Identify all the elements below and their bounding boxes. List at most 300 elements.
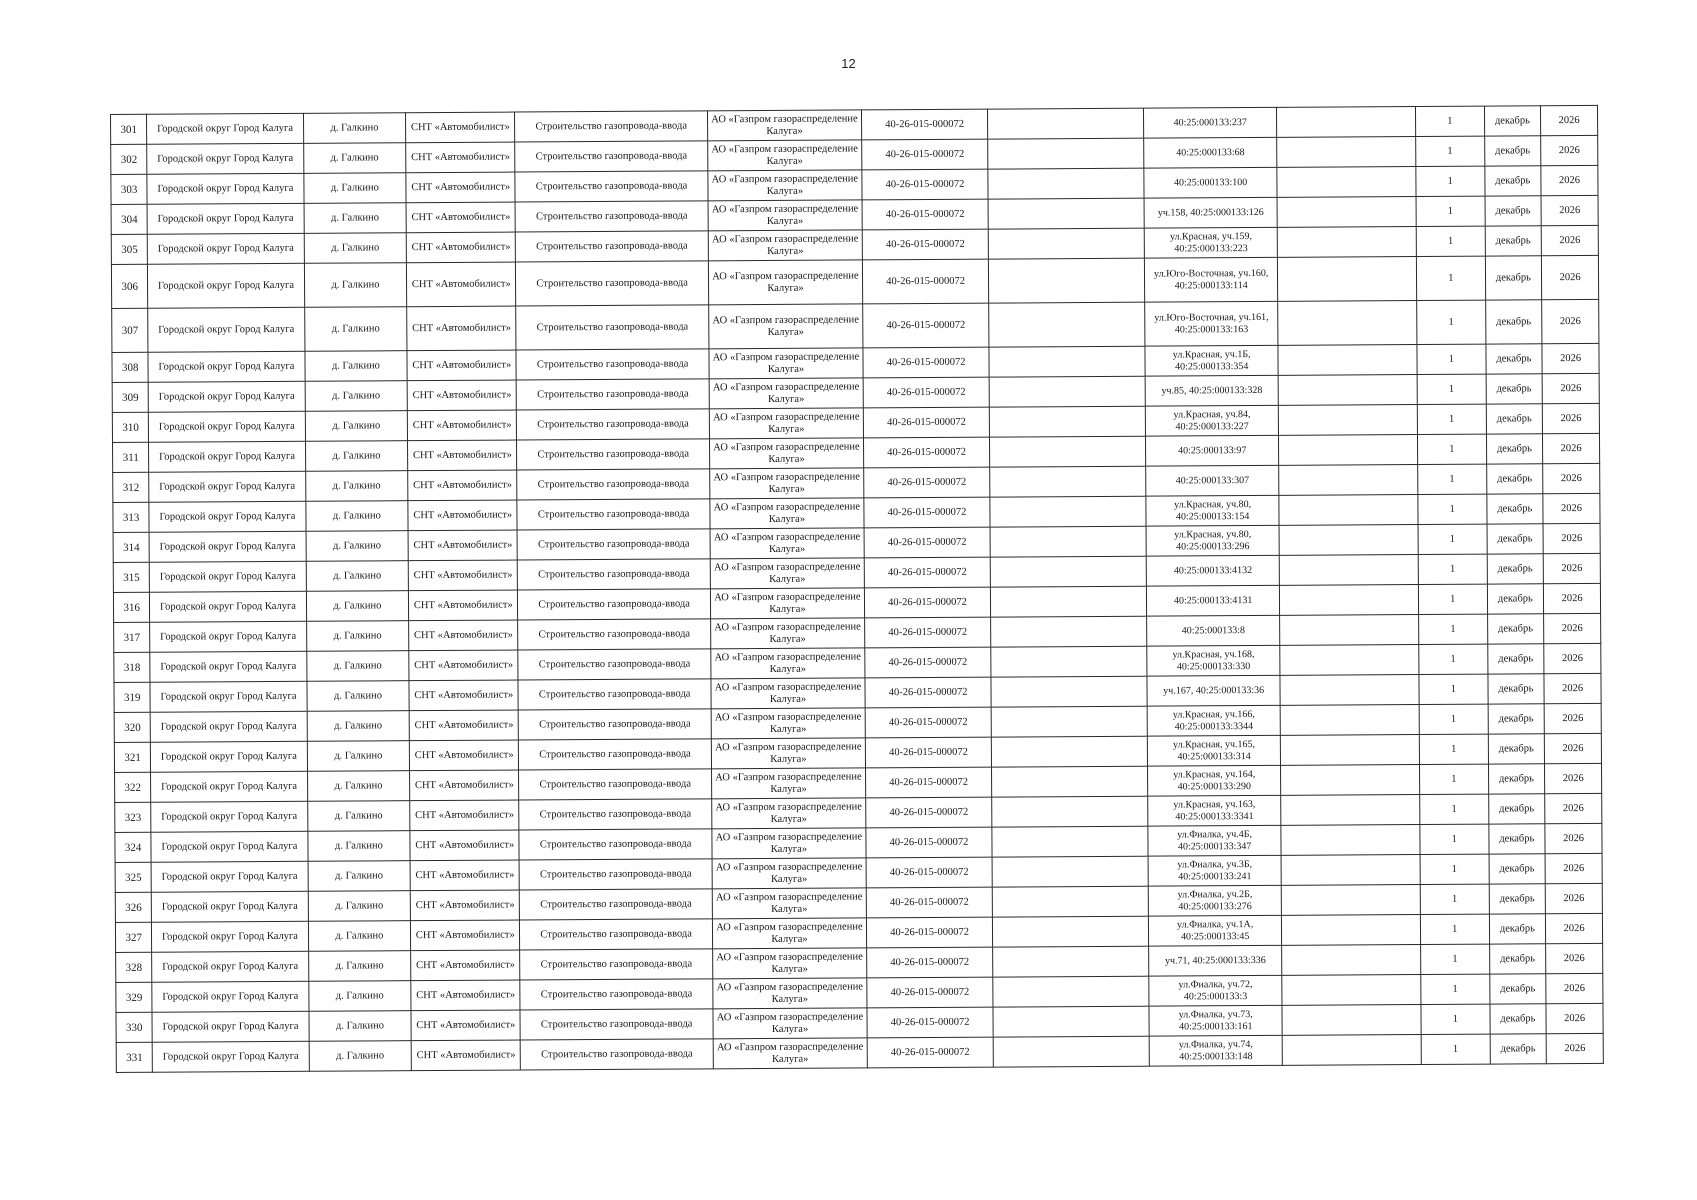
snt-cell: СНТ «Автомобилист» <box>406 202 515 233</box>
code-cell: 40-26-015-000072 <box>864 527 990 558</box>
address-cell: ул.Юго-Восточная, уч.161, 40:25:000133:163 <box>1145 301 1278 346</box>
work-type-cell: Строительство газопровода-ввода <box>520 1009 713 1040</box>
settlement-cell: д. Галкино <box>307 681 410 712</box>
year-cell: 2026 <box>1542 255 1599 299</box>
count-cell: 1 <box>1420 824 1489 854</box>
address-cell: ул.Красная, уч.168, 40:25:000133:330 <box>1147 645 1280 676</box>
row-number: 308 <box>112 352 149 382</box>
address-cell: ул.Красная, уч.84, 40:25:000133:227 <box>1146 405 1279 436</box>
organization-cell: АО «Газпром газораспределение Калуга» <box>708 200 862 231</box>
settlement-cell: д. Галкино <box>305 441 408 472</box>
month-cell: декабрь <box>1487 644 1544 674</box>
month-cell: декабрь <box>1485 300 1542 344</box>
empty-cell <box>989 302 1145 347</box>
count-cell: 1 <box>1418 434 1487 464</box>
count-cell: 1 <box>1418 584 1487 614</box>
month-cell: декабрь <box>1487 614 1544 644</box>
code-cell: 40-26-015-000072 <box>865 737 991 768</box>
code-cell: 40-26-015-000072 <box>864 497 990 528</box>
empty-cell <box>992 826 1148 857</box>
empty-cell <box>1280 645 1419 676</box>
settlement-cell: д. Галкино <box>303 143 406 174</box>
address-cell: ул.Красная, уч.163, 40:25:000133:3341 <box>1148 795 1281 826</box>
row-number: 325 <box>115 862 152 892</box>
work-type-cell: Строительство газопровода-ввода <box>515 111 708 142</box>
address-cell: 40:25:000133:97 <box>1146 435 1279 466</box>
count-cell: 1 <box>1420 914 1489 944</box>
month-cell: декабрь <box>1489 914 1546 944</box>
year-cell: 2026 <box>1541 105 1598 135</box>
district-cell: Городской округ Город Калуга <box>148 233 304 264</box>
work-type-cell: Строительство газопровода-ввода <box>519 769 712 800</box>
work-type-cell: Строительство газопровода-ввода <box>519 829 712 860</box>
month-cell: декабрь <box>1485 196 1542 226</box>
year-cell: 2026 <box>1542 403 1599 433</box>
row-number: 324 <box>115 832 152 862</box>
organization-cell: АО «Газпром газораспределение Калуга» <box>710 618 864 649</box>
address-cell: 40:25:000133:4131 <box>1147 585 1280 616</box>
row-number: 304 <box>111 204 148 234</box>
district-cell: Городской округ Город Калуга <box>148 263 304 308</box>
work-type-cell: Строительство газопровода-ввода <box>515 201 708 232</box>
code-cell: 40-26-015-000072 <box>865 707 991 738</box>
count-cell: 1 <box>1418 494 1487 524</box>
snt-cell: СНТ «Автомобилист» <box>407 306 516 351</box>
year-cell: 2026 <box>1543 463 1600 493</box>
work-type-cell: Строительство газопровода-ввода <box>520 949 713 980</box>
snt-cell: СНТ «Автомобилист» <box>408 440 517 471</box>
snt-cell: СНТ «Автомобилист» <box>410 770 519 801</box>
row-number: 328 <box>116 952 153 982</box>
count-cell: 1 <box>1420 854 1489 884</box>
organization-cell: АО «Газпром газораспределение Калуга» <box>710 558 864 589</box>
work-type-cell: Строительство газопровода-ввода <box>520 979 713 1010</box>
work-type-cell: Строительство газопровода-ввода <box>517 409 710 440</box>
month-cell: декабрь <box>1487 674 1544 704</box>
snt-cell: СНТ «Автомобилист» <box>406 112 515 143</box>
year-cell: 2026 <box>1542 299 1599 343</box>
month-cell: декабрь <box>1486 464 1543 494</box>
snt-cell: СНТ «Автомобилист» <box>409 650 518 681</box>
year-cell: 2026 <box>1544 703 1601 733</box>
count-cell: 1 <box>1416 136 1485 166</box>
settlement-cell: д. Галкино <box>304 233 407 264</box>
work-type-cell: Строительство газопровода-ввода <box>517 469 710 500</box>
code-cell: 40-26-015-000072 <box>864 467 990 498</box>
row-number: 303 <box>111 174 148 204</box>
row-number: 313 <box>113 502 150 532</box>
district-cell: Городской округ Город Калуга <box>151 741 307 772</box>
work-type-cell: Строительство газопровода-ввода <box>517 529 710 560</box>
year-cell: 2026 <box>1544 583 1601 613</box>
row-number: 311 <box>113 442 150 472</box>
month-cell: декабрь <box>1489 884 1546 914</box>
year-cell: 2026 <box>1542 343 1599 373</box>
work-type-cell: Строительство газопровода-ввода <box>520 889 713 920</box>
count-cell: 1 <box>1421 974 1490 1004</box>
empty-cell <box>991 676 1147 707</box>
snt-cell: СНТ «Автомобилист» <box>411 920 520 951</box>
code-cell: 40-26-015-000072 <box>862 229 988 260</box>
count-cell: 1 <box>1420 794 1489 824</box>
month-cell: декабрь <box>1487 554 1544 584</box>
organization-cell: АО «Газпром газораспределение Калуга» <box>712 918 866 949</box>
work-type-cell: Строительство газопровода-ввода <box>519 799 712 830</box>
empty-cell <box>991 646 1147 677</box>
month-cell: декабрь <box>1488 734 1545 764</box>
work-type-cell: Строительство газопровода-ввода <box>517 499 710 530</box>
work-type-cell: Строительство газопровода-ввода <box>516 261 709 306</box>
organization-cell: АО «Газпром газораспределение Калуга» <box>708 230 862 261</box>
district-cell: Городской округ Город Калуга <box>148 307 304 352</box>
work-type-cell: Строительство газопровода-ввода <box>518 559 711 590</box>
year-cell: 2026 <box>1542 373 1599 403</box>
snt-cell: СНТ «Автомобилист» <box>410 830 519 861</box>
row-number: 329 <box>116 982 153 1012</box>
snt-cell: СНТ «Автомобилист» <box>408 500 517 531</box>
row-number: 310 <box>112 412 149 442</box>
snt-cell: СНТ «Автомобилист» <box>409 710 518 741</box>
row-number: 305 <box>111 234 148 264</box>
code-cell: 40-26-015-000072 <box>862 199 988 230</box>
address-cell: уч.85, 40:25:000133:328 <box>1145 375 1278 406</box>
organization-cell: АО «Газпром газораспределение Калуга» <box>709 408 863 439</box>
district-cell: Городской округ Город Калуга <box>150 651 306 682</box>
month-cell: декабрь <box>1490 1034 1547 1064</box>
organization-cell: АО «Газпром газораспределение Калуга» <box>709 378 863 409</box>
row-number: 316 <box>113 592 150 622</box>
settlement-cell: д. Галкино <box>305 471 408 502</box>
district-cell: Городской округ Город Калуга <box>147 173 303 204</box>
row-number: 307 <box>112 308 149 352</box>
month-cell: декабрь <box>1489 974 1546 1004</box>
empty-cell <box>991 706 1147 737</box>
empty-cell <box>1282 975 1421 1006</box>
code-cell: 40-26-015-000072 <box>864 587 990 618</box>
organization-cell: АО «Газпром газораспределение Калуга» <box>710 498 864 529</box>
empty-cell <box>992 856 1148 887</box>
row-number: 326 <box>115 892 152 922</box>
organization-cell: АО «Газпром газораспределение Калуга» <box>707 110 861 141</box>
empty-cell <box>989 406 1145 437</box>
empty-cell <box>991 586 1147 617</box>
count-cell: 1 <box>1416 106 1485 136</box>
empty-cell <box>990 526 1146 557</box>
count-cell: 1 <box>1416 166 1485 196</box>
settlement-cell: д. Галкино <box>306 531 409 562</box>
code-cell: 40-26-015-000072 <box>867 977 993 1008</box>
empty-cell <box>1281 795 1420 826</box>
settlement-cell: д. Галкино <box>308 951 411 982</box>
code-cell: 40-26-015-000072 <box>867 1037 993 1068</box>
district-cell: Городской округ Город Калуга <box>152 951 308 982</box>
settlement-cell: д. Галкино <box>304 203 407 234</box>
snt-cell: СНТ «Автомобилист» <box>408 560 517 591</box>
count-cell: 1 <box>1416 226 1485 256</box>
empty-cell <box>1279 465 1418 496</box>
gasification-schedule-table <box>110 105 1604 1073</box>
year-cell: 2026 <box>1545 883 1602 913</box>
row-number: 320 <box>114 712 151 742</box>
month-cell: декабрь <box>1488 704 1545 734</box>
empty-cell <box>1278 405 1417 436</box>
month-cell: декабрь <box>1484 166 1541 196</box>
empty-cell <box>993 1036 1149 1067</box>
district-cell: Городской округ Город Калуга <box>153 1041 309 1072</box>
address-cell: ул.Фиалка, уч.4Б, 40:25:000133:347 <box>1148 825 1281 856</box>
count-cell: 1 <box>1417 344 1486 374</box>
settlement-cell: д. Галкино <box>307 831 410 862</box>
year-cell: 2026 <box>1545 793 1602 823</box>
empty-cell <box>991 616 1147 647</box>
empty-cell <box>988 198 1144 229</box>
month-cell: декабрь <box>1485 256 1542 300</box>
empty-cell <box>1277 137 1416 168</box>
snt-cell: СНТ «Автомобилист» <box>410 800 519 831</box>
settlement-cell: д. Галкино <box>304 263 407 308</box>
work-type-cell: Строительство газопровода-ввода <box>518 679 711 710</box>
settlement-cell: д. Галкино <box>305 381 408 412</box>
empty-cell <box>992 796 1148 827</box>
code-cell: 40-26-015-000072 <box>861 109 987 140</box>
table-body <box>111 105 1604 1072</box>
row-number: 317 <box>114 622 151 652</box>
year-cell: 2026 <box>1543 553 1600 583</box>
work-type-cell: Строительство газопровода-ввода <box>515 141 708 172</box>
count-cell: 1 <box>1417 300 1486 344</box>
settlement-cell: д. Галкино <box>303 173 406 204</box>
year-cell: 2026 <box>1543 493 1600 523</box>
empty-cell <box>1278 375 1417 406</box>
work-type-cell: Строительство газопровода-ввода <box>516 231 709 262</box>
snt-cell: СНТ «Автомобилист» <box>410 740 519 771</box>
code-cell: 40-26-015-000072 <box>866 797 992 828</box>
month-cell: декабрь <box>1484 106 1541 136</box>
code-cell: 40-26-015-000072 <box>863 347 989 378</box>
snt-cell: СНТ «Автомобилист» <box>406 232 515 263</box>
district-cell: Городской округ Город Калуга <box>150 591 306 622</box>
address-cell: ул.Красная, уч.164, 40:25:000133:290 <box>1148 765 1281 796</box>
district-cell: Городской округ Город Калуга <box>148 351 304 382</box>
address-cell: ул.Фиалка, уч.72, 40:25:000133:3 <box>1149 975 1282 1006</box>
settlement-cell: д. Галкино <box>306 621 409 652</box>
count-cell: 1 <box>1419 704 1488 734</box>
year-cell: 2026 <box>1545 733 1602 763</box>
settlement-cell: д. Галкино <box>309 1011 412 1042</box>
district-cell: Городской округ Город Калуга <box>151 831 307 862</box>
settlement-cell: д. Галкино <box>308 891 411 922</box>
district-cell: Городской округ Город Калуга <box>151 711 307 742</box>
address-cell: 40:25:000133:307 <box>1146 465 1279 496</box>
district-cell: Городской округ Город Калуга <box>149 531 305 562</box>
organization-cell: АО «Газпром газораспределение Калуга» <box>711 738 865 769</box>
empty-cell <box>1280 675 1419 706</box>
empty-cell <box>990 556 1146 587</box>
snt-cell: СНТ «Автомобилист» <box>411 1010 520 1041</box>
district-cell: Городской округ Город Калуга <box>150 561 306 592</box>
settlement-cell: д. Галкино <box>307 741 410 772</box>
empty-cell <box>992 766 1148 797</box>
address-cell: ул.Фиалка, уч.3Б, 40:25:000133:241 <box>1148 855 1281 886</box>
empty-cell <box>1279 525 1418 556</box>
empty-cell <box>1282 945 1421 976</box>
empty-cell <box>1281 765 1420 796</box>
organization-cell: АО «Газпром газораспределение Калуга» <box>710 588 864 619</box>
settlement-cell: д. Галкино <box>309 1041 412 1072</box>
count-cell: 1 <box>1419 644 1488 674</box>
empty-cell <box>989 376 1145 407</box>
row-number: 323 <box>115 802 152 832</box>
count-cell: 1 <box>1419 674 1488 704</box>
organization-cell: АО «Газпром газораспределение Калуга» <box>712 798 866 829</box>
month-cell: декабрь <box>1489 854 1546 884</box>
count-cell: 1 <box>1417 404 1486 434</box>
code-cell: 40-26-015-000072 <box>865 767 991 798</box>
settlement-cell: д. Галкино <box>303 113 406 144</box>
empty-cell <box>1279 495 1418 526</box>
code-cell: 40-26-015-000072 <box>867 947 993 978</box>
code-cell: 40-26-015-000072 <box>866 887 992 918</box>
month-cell: декабрь <box>1484 136 1541 166</box>
code-cell: 40-26-015-000072 <box>862 169 988 200</box>
year-cell: 2026 <box>1545 763 1602 793</box>
empty-cell <box>990 496 1146 527</box>
settlement-cell: д. Галкино <box>307 771 410 802</box>
row-number: 331 <box>116 1042 153 1072</box>
empty-cell <box>1277 257 1416 302</box>
year-cell: 2026 <box>1541 195 1598 225</box>
code-cell: 40-26-015-000072 <box>866 917 992 948</box>
address-cell: 40:25:000133:8 <box>1147 615 1280 646</box>
count-cell: 1 <box>1419 614 1488 644</box>
month-cell: декабрь <box>1487 524 1544 554</box>
address-cell: ул.Красная, уч.1Б, 40:25:000133:354 <box>1145 345 1278 376</box>
settlement-cell: д. Галкино <box>306 651 409 682</box>
empty-cell <box>989 258 1145 303</box>
row-number: 330 <box>116 1012 153 1042</box>
year-cell: 2026 <box>1545 823 1602 853</box>
work-type-cell: Строительство газопровода-ввода <box>516 305 709 350</box>
count-cell: 1 <box>1419 734 1488 764</box>
row-number: 321 <box>114 742 151 772</box>
month-cell: декабрь <box>1487 584 1544 614</box>
snt-cell: СНТ «Автомобилист» <box>408 470 517 501</box>
address-cell: уч.167, 40:25:000133:36 <box>1147 675 1280 706</box>
empty-cell <box>988 228 1144 259</box>
code-cell: 40-26-015-000072 <box>862 259 989 304</box>
organization-cell: АО «Газпром газораспределение Калуга» <box>712 888 866 919</box>
organization-cell: АО «Газпром газораспределение Калуга» <box>709 438 863 469</box>
organization-cell: АО «Газпром газораспределение Калуга» <box>708 140 862 171</box>
work-type-cell: Строительство газопровода-ввода <box>519 739 712 770</box>
settlement-cell: д. Галкино <box>306 591 409 622</box>
work-type-cell: Строительство газопровода-ввода <box>519 859 712 890</box>
address-cell: 40:25:000133:4132 <box>1147 555 1280 586</box>
month-cell: декабрь <box>1488 824 1545 854</box>
district-cell: Городской округ Город Калуга <box>147 143 303 174</box>
year-cell: 2026 <box>1544 643 1601 673</box>
work-type-cell: Строительство газопровода-ввода <box>518 619 711 650</box>
year-cell: 2026 <box>1541 225 1598 255</box>
document-sheet <box>110 105 1604 1073</box>
work-type-cell: Строительство газопровода-ввода <box>521 1039 714 1070</box>
code-cell: 40-26-015-000072 <box>863 407 989 438</box>
year-cell: 2026 <box>1541 165 1598 195</box>
empty-cell <box>1280 705 1419 736</box>
district-cell: Городской округ Город Калуга <box>152 921 308 952</box>
year-cell: 2026 <box>1546 1003 1603 1033</box>
settlement-cell: д. Галкино <box>305 411 408 442</box>
work-type-cell: Строительство газопровода-ввода <box>518 709 711 740</box>
count-cell: 1 <box>1418 554 1487 584</box>
organization-cell: АО «Газпром газораспределение Калуга» <box>710 468 864 499</box>
snt-cell: СНТ «Автомобилист» <box>408 410 517 441</box>
address-cell: ул.Красная, уч.80, 40:25:000133:154 <box>1146 495 1279 526</box>
empty-cell <box>1279 585 1418 616</box>
work-type-cell: Строительство газопровода-ввода <box>516 379 709 410</box>
year-cell: 2026 <box>1546 973 1603 1003</box>
count-cell: 1 <box>1418 524 1487 554</box>
district-cell: Городской округ Город Калуга <box>150 621 306 652</box>
district-cell: Городской округ Город Калуга <box>149 471 305 502</box>
snt-cell: СНТ «Автомобилист» <box>409 680 518 711</box>
address-cell: уч.71, 40:25:000133:336 <box>1149 945 1282 976</box>
district-cell: Городской округ Город Калуга <box>152 891 308 922</box>
month-cell: декабрь <box>1488 794 1545 824</box>
organization-cell: АО «Газпром газораспределение Калуга» <box>709 348 863 379</box>
count-cell: 1 <box>1418 464 1487 494</box>
snt-cell: СНТ «Автомобилист» <box>411 1040 520 1071</box>
snt-cell: СНТ «Автомобилист» <box>407 262 516 307</box>
organization-cell: АО «Газпром газораспределение Калуга» <box>711 648 865 679</box>
row-number: 306 <box>111 264 148 308</box>
empty-cell <box>1280 735 1419 766</box>
row-number: 312 <box>113 472 150 502</box>
empty-cell <box>1281 885 1420 916</box>
snt-cell: СНТ «Автомобилист» <box>409 590 518 621</box>
page-number: 12 <box>841 56 856 71</box>
row-number: 314 <box>113 532 150 562</box>
organization-cell: АО «Газпром газораспределение Калуга» <box>711 678 865 709</box>
month-cell: декабрь <box>1489 944 1546 974</box>
empty-cell <box>990 436 1146 467</box>
code-cell: 40-26-015-000072 <box>866 827 992 858</box>
code-cell: 40-26-015-000072 <box>865 677 991 708</box>
organization-cell: АО «Газпром газораспределение Калуга» <box>709 304 863 349</box>
work-type-cell: Строительство газопровода-ввода <box>520 919 713 950</box>
district-cell: Городской округ Город Калуга <box>149 441 305 472</box>
address-cell: 40:25:000133:237 <box>1144 107 1277 138</box>
organization-cell: АО «Газпром газораспределение Калуга» <box>712 858 866 889</box>
snt-cell: СНТ «Автомобилист» <box>410 890 519 921</box>
organization-cell: АО «Газпром газораспределение Калуга» <box>713 978 867 1009</box>
address-cell: уч.158, 40:25:000133:126 <box>1144 197 1277 228</box>
address-cell: ул.Фиалка, уч.74, 40:25:000133:148 <box>1150 1035 1283 1066</box>
row-number: 322 <box>115 772 152 802</box>
year-cell: 2026 <box>1544 613 1601 643</box>
code-cell: 40-26-015-000072 <box>863 303 990 348</box>
address-cell: 40:25:000133:68 <box>1144 137 1277 168</box>
year-cell: 2026 <box>1546 1033 1603 1063</box>
count-cell: 1 <box>1416 256 1485 300</box>
year-cell: 2026 <box>1543 433 1600 463</box>
empty-cell <box>1276 107 1415 138</box>
district-cell: Городской округ Город Калуга <box>152 1011 308 1042</box>
organization-cell: АО «Газпром газораспределение Калуга» <box>713 1008 867 1039</box>
snt-cell: СНТ «Автомобилист» <box>407 350 516 381</box>
year-cell: 2026 <box>1544 673 1601 703</box>
settlement-cell: д. Галкино <box>305 351 408 382</box>
